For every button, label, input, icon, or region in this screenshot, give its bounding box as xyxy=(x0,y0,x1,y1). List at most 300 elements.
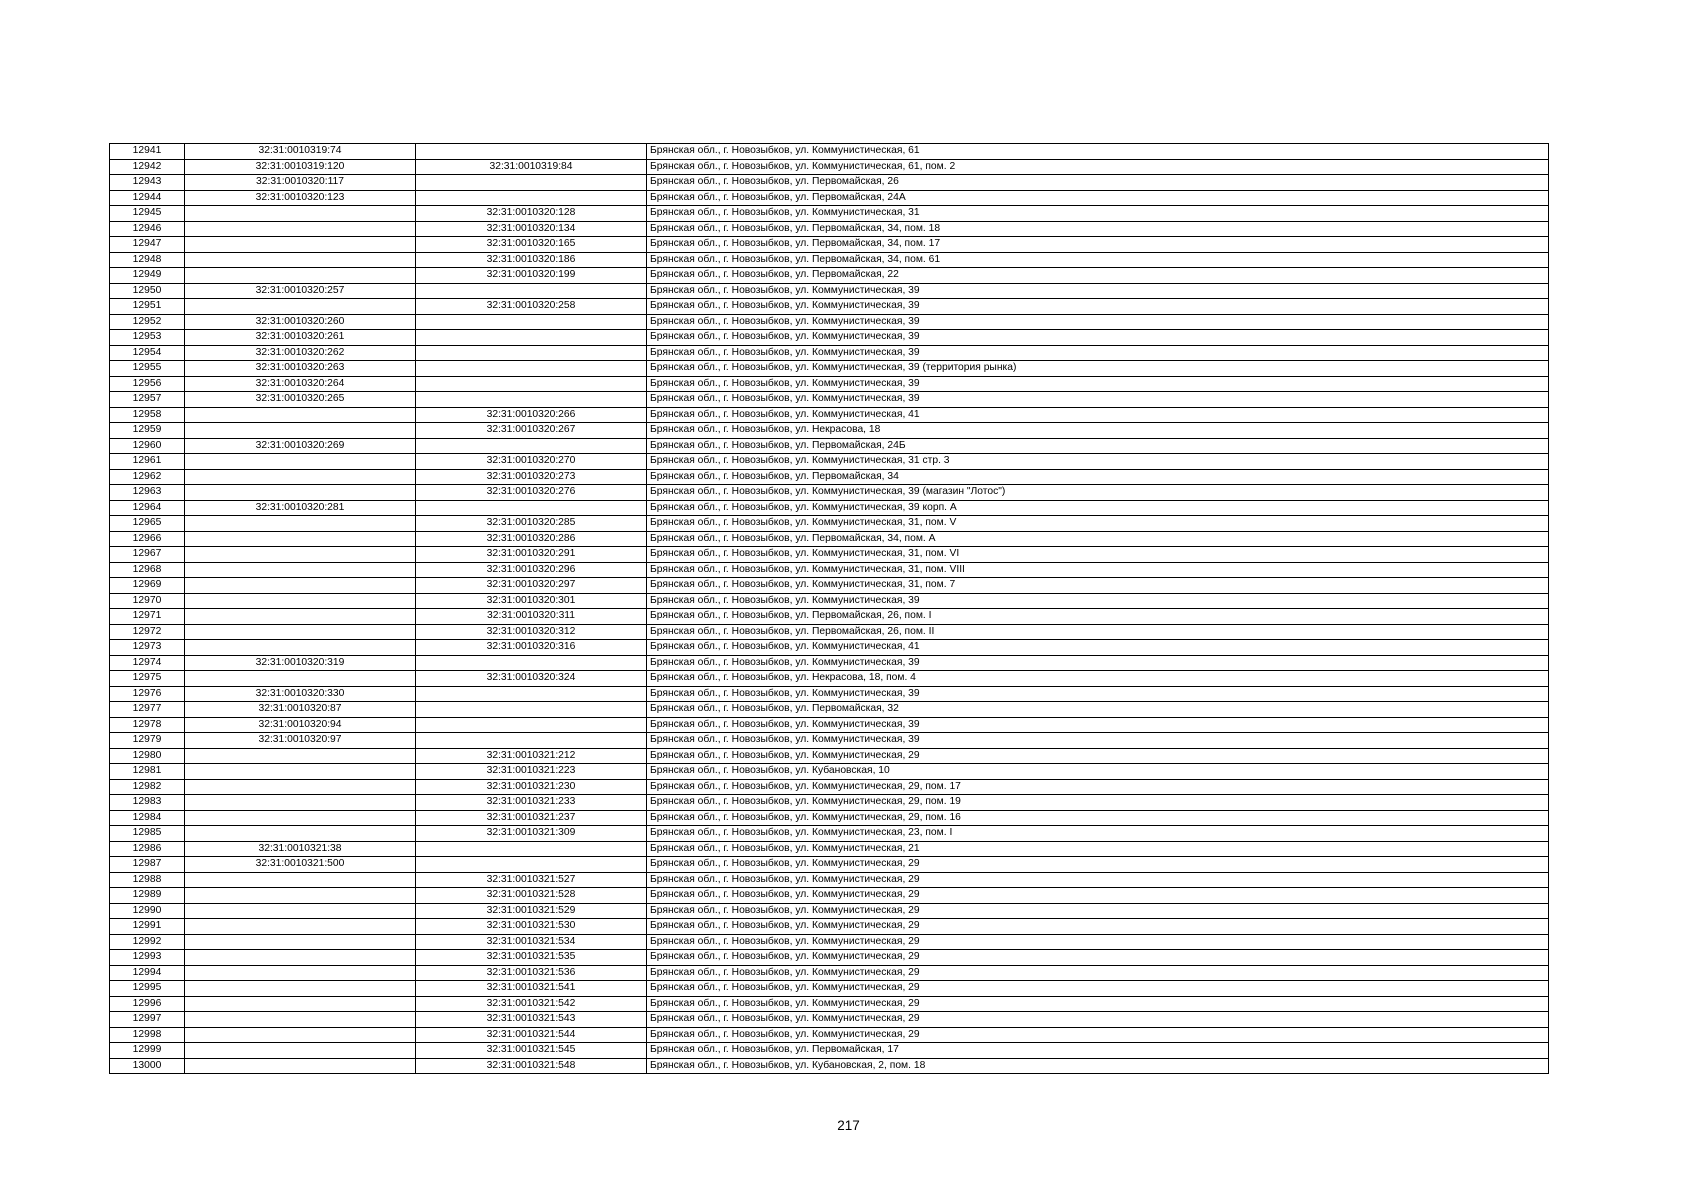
address-cell: Брянская обл., г. Новозыбков, ул. Первомайская, 26, пом. I xyxy=(647,609,1549,625)
row-number-cell: 12990 xyxy=(110,903,185,919)
address-cell: Брянская обл., г. Новозыбков, ул. Первомайская, 24Б xyxy=(647,438,1549,454)
address-cell: Брянская обл., г. Новозыбков, ул. Коммунистическая, 29 xyxy=(647,950,1549,966)
object-cadastral-number-cell: 32:31:0010321:548 xyxy=(416,1058,647,1074)
row-number-cell: 12942 xyxy=(110,159,185,175)
address-cell: Брянская обл., г. Новозыбков, ул. Коммунистическая, 31 xyxy=(647,206,1549,222)
table-row xyxy=(110,593,1549,609)
table-row xyxy=(110,221,1549,237)
table-row xyxy=(110,872,1549,888)
cadastral-number-cell: 32:31:0010321:38 xyxy=(185,841,416,857)
object-cadastral-number-cell xyxy=(416,190,647,206)
row-number-cell: 13000 xyxy=(110,1058,185,1074)
row-number-cell: 12972 xyxy=(110,624,185,640)
object-cadastral-number-cell xyxy=(416,175,647,191)
address-cell: Брянская обл., г. Новозыбков, ул. Коммунистическая, 31, пом. VIII xyxy=(647,562,1549,578)
table-row xyxy=(110,423,1549,439)
address-cell: Брянская обл., г. Новозыбков, ул. Первомайская, 17 xyxy=(647,1043,1549,1059)
address-cell: Брянская обл., г. Новозыбков, ул. Первомайская, 34, пом. А xyxy=(647,531,1549,547)
row-number-cell: 12947 xyxy=(110,237,185,253)
row-number-cell: 12952 xyxy=(110,314,185,330)
table-row xyxy=(110,237,1549,253)
cadastral-number-cell xyxy=(185,423,416,439)
row-number-cell: 12982 xyxy=(110,779,185,795)
cadastral-number-cell xyxy=(185,671,416,687)
object-cadastral-number-cell xyxy=(416,314,647,330)
object-cadastral-number-cell: 32:31:0010320:273 xyxy=(416,469,647,485)
cadastral-number-cell: 32:31:0010320:265 xyxy=(185,392,416,408)
cadastral-number-cell: 32:31:0010321:500 xyxy=(185,857,416,873)
address-cell: Брянская обл., г. Новозыбков, ул. Коммунистическая, 29, пом. 16 xyxy=(647,810,1549,826)
cadastral-number-cell: 32:31:0010320:87 xyxy=(185,702,416,718)
object-cadastral-number-cell xyxy=(416,283,647,299)
object-cadastral-number-cell: 32:31:0010320:316 xyxy=(416,640,647,656)
row-number-cell: 12966 xyxy=(110,531,185,547)
table-row xyxy=(110,531,1549,547)
row-number-cell: 12992 xyxy=(110,934,185,950)
object-cadastral-number-cell: 32:31:0010321:233 xyxy=(416,795,647,811)
page-number: 217 xyxy=(837,1118,860,1133)
cadastral-number-cell xyxy=(185,469,416,485)
table-row xyxy=(110,671,1549,687)
object-cadastral-number-cell: 32:31:0010320:267 xyxy=(416,423,647,439)
address-cell: Брянская обл., г. Новозыбков, ул. Коммунистическая, 39 xyxy=(647,392,1549,408)
table-row xyxy=(110,965,1549,981)
table-row xyxy=(110,1058,1549,1074)
object-cadastral-number-cell: 32:31:0010319:84 xyxy=(416,159,647,175)
table-row xyxy=(110,826,1549,842)
cadastral-number-cell xyxy=(185,950,416,966)
row-number-cell: 12974 xyxy=(110,655,185,671)
row-number-cell: 12981 xyxy=(110,764,185,780)
row-number-cell: 12951 xyxy=(110,299,185,315)
cadastral-number-cell xyxy=(185,547,416,563)
object-cadastral-number-cell: 32:31:0010320:186 xyxy=(416,252,647,268)
address-cell: Брянская обл., г. Новозыбков, ул. Коммунистическая, 31, пом. V xyxy=(647,516,1549,532)
cadastral-number-cell xyxy=(185,810,416,826)
table-row xyxy=(110,1027,1549,1043)
cadastral-number-cell xyxy=(185,965,416,981)
object-cadastral-number-cell xyxy=(416,438,647,454)
row-number-cell: 12976 xyxy=(110,686,185,702)
table-row xyxy=(110,314,1549,330)
table-row xyxy=(110,609,1549,625)
cadastral-number-cell xyxy=(185,779,416,795)
object-cadastral-number-cell: 32:31:0010321:541 xyxy=(416,981,647,997)
object-cadastral-number-cell: 32:31:0010320:296 xyxy=(416,562,647,578)
object-cadastral-number-cell: 32:31:0010320:312 xyxy=(416,624,647,640)
cadastral-number-cell xyxy=(185,206,416,222)
address-cell: Брянская обл., г. Новозыбков, ул. Первомайская, 22 xyxy=(647,268,1549,284)
table-row xyxy=(110,438,1549,454)
row-number-cell: 12967 xyxy=(110,547,185,563)
address-cell: Брянская обл., г. Новозыбков, ул. Коммунистическая, 39 xyxy=(647,686,1549,702)
row-number-cell: 12984 xyxy=(110,810,185,826)
table-row xyxy=(110,733,1549,749)
object-cadastral-number-cell: 32:31:0010321:545 xyxy=(416,1043,647,1059)
cadastral-number-cell xyxy=(185,934,416,950)
cadastral-number-cell xyxy=(185,996,416,1012)
object-cadastral-number-cell: 32:31:0010321:212 xyxy=(416,748,647,764)
address-cell: Брянская обл., г. Новозыбков, ул. Коммунистическая, 39 xyxy=(647,299,1549,315)
cadastral-number-cell: 32:31:0010320:97 xyxy=(185,733,416,749)
row-number-cell: 12996 xyxy=(110,996,185,1012)
address-cell: Брянская обл., г. Новозыбков, ул. Коммунистическая, 29 xyxy=(647,934,1549,950)
address-cell: Брянская обл., г. Новозыбков, ул. Кубановская, 2, пом. 18 xyxy=(647,1058,1549,1074)
cadastral-number-cell: 32:31:0010320:257 xyxy=(185,283,416,299)
row-number-cell: 12955 xyxy=(110,361,185,377)
row-number-cell: 12978 xyxy=(110,717,185,733)
address-cell: Брянская обл., г. Новозыбков, ул. Коммунистическая, 41 xyxy=(647,640,1549,656)
row-number-cell: 12941 xyxy=(110,144,185,160)
cadastral-number-cell xyxy=(185,516,416,532)
address-cell: Брянская обл., г. Новозыбков, ул. Коммунистическая, 29, пом. 19 xyxy=(647,795,1549,811)
row-number-cell: 12965 xyxy=(110,516,185,532)
address-cell: Брянская обл., г. Новозыбков, ул. Первомайская, 34, пом. 17 xyxy=(647,237,1549,253)
table-row xyxy=(110,841,1549,857)
table-row xyxy=(110,547,1549,563)
object-cadastral-number-cell: 32:31:0010320:128 xyxy=(416,206,647,222)
object-cadastral-number-cell xyxy=(416,330,647,346)
object-cadastral-number-cell: 32:31:0010320:134 xyxy=(416,221,647,237)
address-cell: Брянская обл., г. Новозыбков, ул. Коммунистическая, 39 (территория рынка) xyxy=(647,361,1549,377)
address-cell: Брянская обл., г. Новозыбков, ул. Коммунистическая, 29 xyxy=(647,919,1549,935)
row-number-cell: 12950 xyxy=(110,283,185,299)
table-row xyxy=(110,299,1549,315)
address-cell: Брянская обл., г. Новозыбков, ул. Коммунистическая, 23, пом. I xyxy=(647,826,1549,842)
address-cell: Брянская обл., г. Новозыбков, ул. Коммунистическая, 39 xyxy=(647,283,1549,299)
address-cell: Брянская обл., г. Новозыбков, ул. Кубановская, 10 xyxy=(647,764,1549,780)
address-cell: Брянская обл., г. Новозыбков, ул. Коммунистическая, 29 xyxy=(647,1027,1549,1043)
address-cell: Брянская обл., г. Новозыбков, ул. Коммунистическая, 39 xyxy=(647,345,1549,361)
table-row xyxy=(110,516,1549,532)
row-number-cell: 12948 xyxy=(110,252,185,268)
table-row xyxy=(110,950,1549,966)
address-cell: Брянская обл., г. Новозыбков, ул. Коммунистическая, 39 корп. А xyxy=(647,500,1549,516)
row-number-cell: 12979 xyxy=(110,733,185,749)
row-number-cell: 12983 xyxy=(110,795,185,811)
table-row xyxy=(110,578,1549,594)
row-number-cell: 12946 xyxy=(110,221,185,237)
address-cell: Брянская обл., г. Новозыбков, ул. Коммунистическая, 39 xyxy=(647,733,1549,749)
row-number-cell: 12962 xyxy=(110,469,185,485)
object-cadastral-number-cell xyxy=(416,702,647,718)
address-cell: Брянская обл., г. Новозыбков, ул. Первомайская, 34, пом. 61 xyxy=(647,252,1549,268)
table-row xyxy=(110,903,1549,919)
table-row xyxy=(110,376,1549,392)
object-cadastral-number-cell: 32:31:0010320:276 xyxy=(416,485,647,501)
row-number-cell: 12991 xyxy=(110,919,185,935)
table-row xyxy=(110,795,1549,811)
cadastral-number-cell xyxy=(185,1027,416,1043)
address-cell: Брянская обл., г. Новозыбков, ул. Коммунистическая, 29 xyxy=(647,996,1549,1012)
table-row xyxy=(110,857,1549,873)
object-cadastral-number-cell: 32:31:0010321:542 xyxy=(416,996,647,1012)
cadastral-number-cell xyxy=(185,903,416,919)
object-cadastral-number-cell: 32:31:0010321:230 xyxy=(416,779,647,795)
table-row xyxy=(110,252,1549,268)
row-number-cell: 12970 xyxy=(110,593,185,609)
cadastral-number-cell xyxy=(185,562,416,578)
table-row xyxy=(110,361,1549,377)
row-number-cell: 12943 xyxy=(110,175,185,191)
address-cell: Брянская обл., г. Новозыбков, ул. Коммунистическая, 29 xyxy=(647,965,1549,981)
table-row xyxy=(110,996,1549,1012)
object-cadastral-number-cell xyxy=(416,717,647,733)
row-number-cell: 12995 xyxy=(110,981,185,997)
cadastral-number-cell: 32:31:0010320:269 xyxy=(185,438,416,454)
cadastral-number-cell: 32:31:0010320:264 xyxy=(185,376,416,392)
cadastral-number-cell: 32:31:0010320:260 xyxy=(185,314,416,330)
address-cell: Брянская обл., г. Новозыбков, ул. Коммунистическая, 29 xyxy=(647,872,1549,888)
row-number-cell: 12997 xyxy=(110,1012,185,1028)
cadastral-number-cell xyxy=(185,826,416,842)
address-cell: Брянская обл., г. Новозыбков, ул. Коммунистическая, 39 xyxy=(647,376,1549,392)
cadastral-number-cell: 32:31:0010320:319 xyxy=(185,655,416,671)
cadastral-number-cell: 32:31:0010320:281 xyxy=(185,500,416,516)
table-row xyxy=(110,702,1549,718)
address-cell: Брянская обл., г. Новозыбков, ул. Коммунистическая, 41 xyxy=(647,407,1549,423)
table-row xyxy=(110,175,1549,191)
table-row xyxy=(110,485,1549,501)
object-cadastral-number-cell: 32:31:0010321:530 xyxy=(416,919,647,935)
table-row xyxy=(110,934,1549,950)
object-cadastral-number-cell: 32:31:0010320:266 xyxy=(416,407,647,423)
object-cadastral-number-cell xyxy=(416,733,647,749)
row-number-cell: 12953 xyxy=(110,330,185,346)
object-cadastral-number-cell: 32:31:0010321:527 xyxy=(416,872,647,888)
row-number-cell: 12980 xyxy=(110,748,185,764)
cadastral-number-cell: 32:31:0010319:120 xyxy=(185,159,416,175)
object-cadastral-number-cell: 32:31:0010321:534 xyxy=(416,934,647,950)
cadastral-number-cell: 32:31:0010319:74 xyxy=(185,144,416,160)
cadastral-number-cell: 32:31:0010320:263 xyxy=(185,361,416,377)
object-cadastral-number-cell xyxy=(416,345,647,361)
table-row xyxy=(110,159,1549,175)
object-cadastral-number-cell xyxy=(416,655,647,671)
cadastral-number-cell xyxy=(185,252,416,268)
table-row xyxy=(110,190,1549,206)
row-number-cell: 12963 xyxy=(110,485,185,501)
cadastral-number-cell xyxy=(185,1058,416,1074)
address-cell: Брянская обл., г. Новозыбков, ул. Коммунистическая, 31 стр. 3 xyxy=(647,454,1549,470)
address-cell: Брянская обл., г. Новозыбков, ул. Первомайская, 24А xyxy=(647,190,1549,206)
address-cell: Брянская обл., г. Новозыбков, ул. Коммунистическая, 61, пом. 2 xyxy=(647,159,1549,175)
address-cell: Брянская обл., г. Новозыбков, ул. Первомайская, 32 xyxy=(647,702,1549,718)
row-number-cell: 12975 xyxy=(110,671,185,687)
cadastral-number-cell xyxy=(185,268,416,284)
address-cell: Брянская обл., г. Новозыбков, ул. Коммунистическая, 29 xyxy=(647,857,1549,873)
cadastral-number-cell: 32:31:0010320:330 xyxy=(185,686,416,702)
row-number-cell: 12973 xyxy=(110,640,185,656)
cadastral-number-cell xyxy=(185,888,416,904)
row-number-cell: 12968 xyxy=(110,562,185,578)
address-cell: Брянская обл., г. Новозыбков, ул. Коммунистическая, 21 xyxy=(647,841,1549,857)
table-row xyxy=(110,469,1549,485)
object-cadastral-number-cell xyxy=(416,392,647,408)
cadastral-number-cell xyxy=(185,531,416,547)
object-cadastral-number-cell: 32:31:0010320:285 xyxy=(416,516,647,532)
row-number-cell: 12977 xyxy=(110,702,185,718)
address-cell: Брянская обл., г. Новозыбков, ул. Коммунистическая, 29 xyxy=(647,748,1549,764)
object-cadastral-number-cell xyxy=(416,500,647,516)
cadastral-number-cell xyxy=(185,981,416,997)
table-row xyxy=(110,268,1549,284)
object-cadastral-number-cell: 32:31:0010320:270 xyxy=(416,454,647,470)
cadastral-number-cell xyxy=(185,624,416,640)
row-number-cell: 12999 xyxy=(110,1043,185,1059)
address-cell: Брянская обл., г. Новозыбков, ул. Коммунистическая, 39 (магазин "Лотос") xyxy=(647,485,1549,501)
address-cell: Брянская обл., г. Новозыбков, ул. Коммунистическая, 29 xyxy=(647,888,1549,904)
table-row xyxy=(110,779,1549,795)
registry-table xyxy=(109,143,1549,1074)
table-row xyxy=(110,392,1549,408)
object-cadastral-number-cell: 32:31:0010320:324 xyxy=(416,671,647,687)
cadastral-number-cell: 32:31:0010320:117 xyxy=(185,175,416,191)
table-row xyxy=(110,407,1549,423)
cadastral-number-cell xyxy=(185,221,416,237)
object-cadastral-number-cell: 32:31:0010321:535 xyxy=(416,950,647,966)
row-number-cell: 12949 xyxy=(110,268,185,284)
cadastral-number-cell xyxy=(185,237,416,253)
table-row xyxy=(110,206,1549,222)
cadastral-number-cell: 32:31:0010320:261 xyxy=(185,330,416,346)
row-number-cell: 12971 xyxy=(110,609,185,625)
row-number-cell: 12986 xyxy=(110,841,185,857)
address-cell: Брянская обл., г. Новозыбков, ул. Первомайская, 26, пом. II xyxy=(647,624,1549,640)
address-cell: Брянская обл., г. Новозыбков, ул. Коммунистическая, 39 xyxy=(647,314,1549,330)
row-number-cell: 12987 xyxy=(110,857,185,873)
address-cell: Брянская обл., г. Новозыбков, ул. Коммунистическая, 29 xyxy=(647,981,1549,997)
object-cadastral-number-cell xyxy=(416,686,647,702)
cadastral-number-cell xyxy=(185,407,416,423)
row-number-cell: 12945 xyxy=(110,206,185,222)
object-cadastral-number-cell: 32:31:0010320:286 xyxy=(416,531,647,547)
table-row xyxy=(110,981,1549,997)
object-cadastral-number-cell: 32:31:0010321:529 xyxy=(416,903,647,919)
table-row xyxy=(110,562,1549,578)
table-row xyxy=(110,330,1549,346)
address-cell: Брянская обл., г. Новозыбков, ул. Коммунистическая, 39 xyxy=(647,717,1549,733)
cadastral-number-cell: 32:31:0010320:94 xyxy=(185,717,416,733)
object-cadastral-number-cell xyxy=(416,857,647,873)
object-cadastral-number-cell: 32:31:0010320:258 xyxy=(416,299,647,315)
cadastral-number-cell: 32:31:0010320:123 xyxy=(185,190,416,206)
registry-table-body xyxy=(110,144,1549,1074)
row-number-cell: 12969 xyxy=(110,578,185,594)
table-row xyxy=(110,717,1549,733)
address-cell: Брянская обл., г. Новозыбков, ул. Коммунистическая, 31, пом. VI xyxy=(647,547,1549,563)
table-row xyxy=(110,454,1549,470)
object-cadastral-number-cell: 32:31:0010320:199 xyxy=(416,268,647,284)
object-cadastral-number-cell: 32:31:0010321:237 xyxy=(416,810,647,826)
object-cadastral-number-cell xyxy=(416,376,647,392)
address-cell: Брянская обл., г. Новозыбков, ул. Коммунистическая, 39 xyxy=(647,655,1549,671)
object-cadastral-number-cell: 32:31:0010320:291 xyxy=(416,547,647,563)
object-cadastral-number-cell: 32:31:0010321:543 xyxy=(416,1012,647,1028)
table-row xyxy=(110,345,1549,361)
row-number-cell: 12961 xyxy=(110,454,185,470)
cadastral-number-cell xyxy=(185,578,416,594)
row-number-cell: 12998 xyxy=(110,1027,185,1043)
row-number-cell: 12964 xyxy=(110,500,185,516)
row-number-cell: 12994 xyxy=(110,965,185,981)
row-number-cell: 12988 xyxy=(110,872,185,888)
cadastral-number-cell xyxy=(185,872,416,888)
table-row xyxy=(110,1043,1549,1059)
address-cell: Брянская обл., г. Новозыбков, ул. Некрасова, 18, пом. 4 xyxy=(647,671,1549,687)
cadastral-number-cell xyxy=(185,1012,416,1028)
table-row xyxy=(110,283,1549,299)
row-number-cell: 12993 xyxy=(110,950,185,966)
row-number-cell: 12944 xyxy=(110,190,185,206)
cadastral-number-cell xyxy=(185,609,416,625)
address-cell: Брянская обл., г. Новозыбков, ул. Некрасова, 18 xyxy=(647,423,1549,439)
row-number-cell: 12989 xyxy=(110,888,185,904)
address-cell: Брянская обл., г. Новозыбков, ул. Первомайская, 34, пом. 18 xyxy=(647,221,1549,237)
table-row xyxy=(110,810,1549,826)
row-number-cell: 12985 xyxy=(110,826,185,842)
table-row xyxy=(110,686,1549,702)
row-number-cell: 12956 xyxy=(110,376,185,392)
table-row xyxy=(110,888,1549,904)
table-row xyxy=(110,748,1549,764)
table-row xyxy=(110,919,1549,935)
cadastral-number-cell xyxy=(185,485,416,501)
object-cadastral-number-cell: 32:31:0010321:309 xyxy=(416,826,647,842)
row-number-cell: 12954 xyxy=(110,345,185,361)
table-row xyxy=(110,1012,1549,1028)
cadastral-number-cell xyxy=(185,795,416,811)
cadastral-number-cell xyxy=(185,1043,416,1059)
object-cadastral-number-cell xyxy=(416,144,647,160)
cadastral-number-cell xyxy=(185,640,416,656)
row-number-cell: 12958 xyxy=(110,407,185,423)
cadastral-number-cell xyxy=(185,454,416,470)
object-cadastral-number-cell: 32:31:0010321:544 xyxy=(416,1027,647,1043)
object-cadastral-number-cell: 32:31:0010320:301 xyxy=(416,593,647,609)
address-cell: Брянская обл., г. Новозыбков, ул. Коммунистическая, 31, пом. 7 xyxy=(647,578,1549,594)
address-cell: Брянская обл., г. Новозыбков, ул. Коммунистическая, 29 xyxy=(647,903,1549,919)
cadastral-number-cell xyxy=(185,764,416,780)
object-cadastral-number-cell: 32:31:0010321:528 xyxy=(416,888,647,904)
address-cell: Брянская обл., г. Новозыбков, ул. Коммунистическая, 61 xyxy=(647,144,1549,160)
cadastral-number-cell xyxy=(185,919,416,935)
object-cadastral-number-cell: 32:31:0010321:536 xyxy=(416,965,647,981)
address-cell: Брянская обл., г. Новозыбков, ул. Коммунистическая, 29, пом. 17 xyxy=(647,779,1549,795)
object-cadastral-number-cell xyxy=(416,361,647,377)
table-row xyxy=(110,144,1549,160)
cadastral-number-cell: 32:31:0010320:262 xyxy=(185,345,416,361)
address-cell: Брянская обл., г. Новозыбков, ул. Коммунистическая, 29 xyxy=(647,1012,1549,1028)
cadastral-number-cell xyxy=(185,593,416,609)
table-row xyxy=(110,655,1549,671)
address-cell: Брянская обл., г. Новозыбков, ул. Коммунистическая, 39 xyxy=(647,330,1549,346)
object-cadastral-number-cell: 32:31:0010320:165 xyxy=(416,237,647,253)
object-cadastral-number-cell xyxy=(416,841,647,857)
cadastral-number-cell xyxy=(185,748,416,764)
table-row xyxy=(110,764,1549,780)
address-cell: Брянская обл., г. Новозыбков, ул. Коммунистическая, 39 xyxy=(647,593,1549,609)
row-number-cell: 12960 xyxy=(110,438,185,454)
table-row xyxy=(110,640,1549,656)
row-number-cell: 12959 xyxy=(110,423,185,439)
object-cadastral-number-cell: 32:31:0010320:311 xyxy=(416,609,647,625)
object-cadastral-number-cell: 32:31:0010320:297 xyxy=(416,578,647,594)
table-row xyxy=(110,500,1549,516)
address-cell: Брянская обл., г. Новозыбков, ул. Первомайская, 26 xyxy=(647,175,1549,191)
address-cell: Брянская обл., г. Новозыбков, ул. Первомайская, 34 xyxy=(647,469,1549,485)
cadastral-number-cell xyxy=(185,299,416,315)
